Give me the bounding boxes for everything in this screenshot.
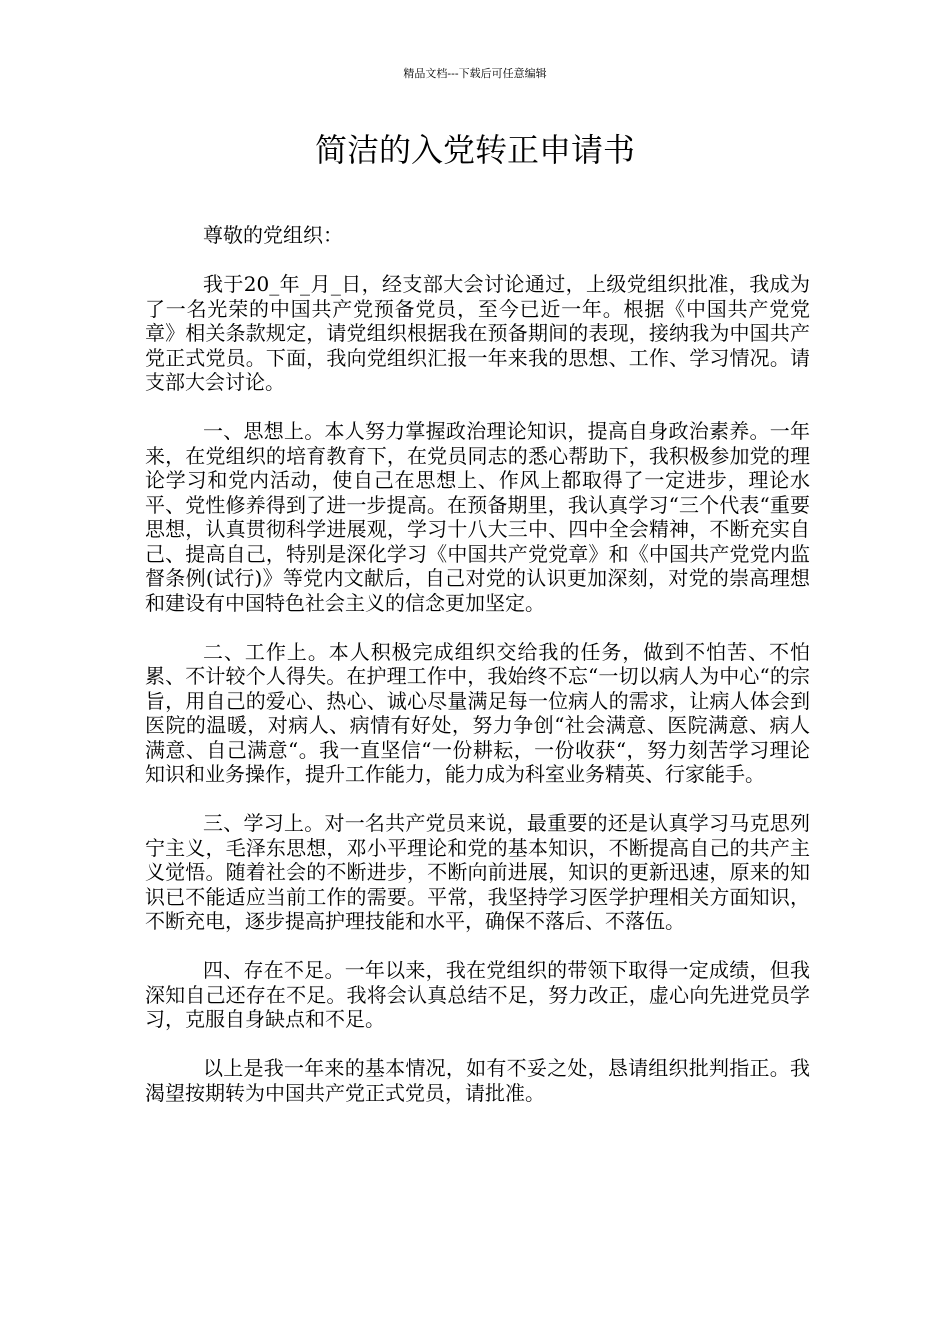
document-body [145,223,810,1105]
paragraph-intro: 我于20_年_月_日，经支部大会讨论通过，上级党组织批准，我成为了一名光荣的中国共产党预备党员，至今已近一年。根据《中国共产党党章》相关条款规定，请党组织根据我在预备期间的表现，接纳我为中国共产党正式党员。下面，我向党组织汇报一年来我的思想、工作、学习情况。请支部大会讨论。 [145,272,810,394]
header-note: 精品文档---下载后可任意编辑 [403,67,547,80]
paragraph-work: 二、工作上。本人积极完成组织交给我的任务，做到不怕苦、不怕累、不计较个人得失。在护理工作中，我始终不忘“一切以病人为中心“的宗旨，用自己的爱心、热心、诚心尽量满足每一位病人的需求，让病人体会到医院的温暖，对病人、病情有好处，努力争创“社会满意、医院满意、病人满意、自己满意“。我一直坚信“一份耕耘，一份收获“，努力刻苦学习理论知识和业务操作，提升工作能力，能力成为科室业务精英、行家能手。 [145,639,810,786]
paragraph-shortcomings: 四、存在不足。一年以来，我在党组织的带领下取得一定成绩，但我深知自己还存在不足。我将会认真总结不足，努力改正，虚心向先进党员学习，克服自身缺点和不足。 [145,958,810,1031]
document-title: 简洁的入党转正申请书 [314,131,635,169]
paragraph-study: 三、学习上。对一名共产党员来说，最重要的还是认真学习马克思列宁主义，毛泽东思想，邓小平理论和党的基本知识，不断提高自己的共产主义觉悟。随着社会的不断进步，不断向前进展，知识的更新迅速，原来的知识已不能适应当前工作的需要。平常，我坚持学习医学护理相关方面知识，不断充电，逐步提高护理技能和水平，确保不落后、不落伍。 [145,811,810,933]
paragraph-closing: 以上是我一年来的基本情况，如有不妥之处，恳请组织批判指正。我渴望按期转为中国共产党正式党员，请批准。 [145,1056,810,1105]
salutation: 尊敬的党组织： [203,223,343,247]
paragraph-thought: 一、思想上。本人努力掌握政治理论知识，提高自身政治素养。一年来，在党组织的培育教育下，在党员同志的悉心帮助下，我积极参加党的理论学习和党内活动，使自己在思想上、作风上都取得了一定进步，理论水平、党性修养得到了进一步提高。在预备期里，我认真学习“三个代表“重要思想，认真贯彻科学进展观，学习十八大三中、四中全会精神，不断充实自己、提高自己，特别是深化学习《中国共产党党章》和《中国共产党党内监督条例(试行)》等党内文献后，自己对党的认识更加深刻，对党的崇高理想和建设有中国特色社会主义的信念更加坚定。 [145,419,810,615]
